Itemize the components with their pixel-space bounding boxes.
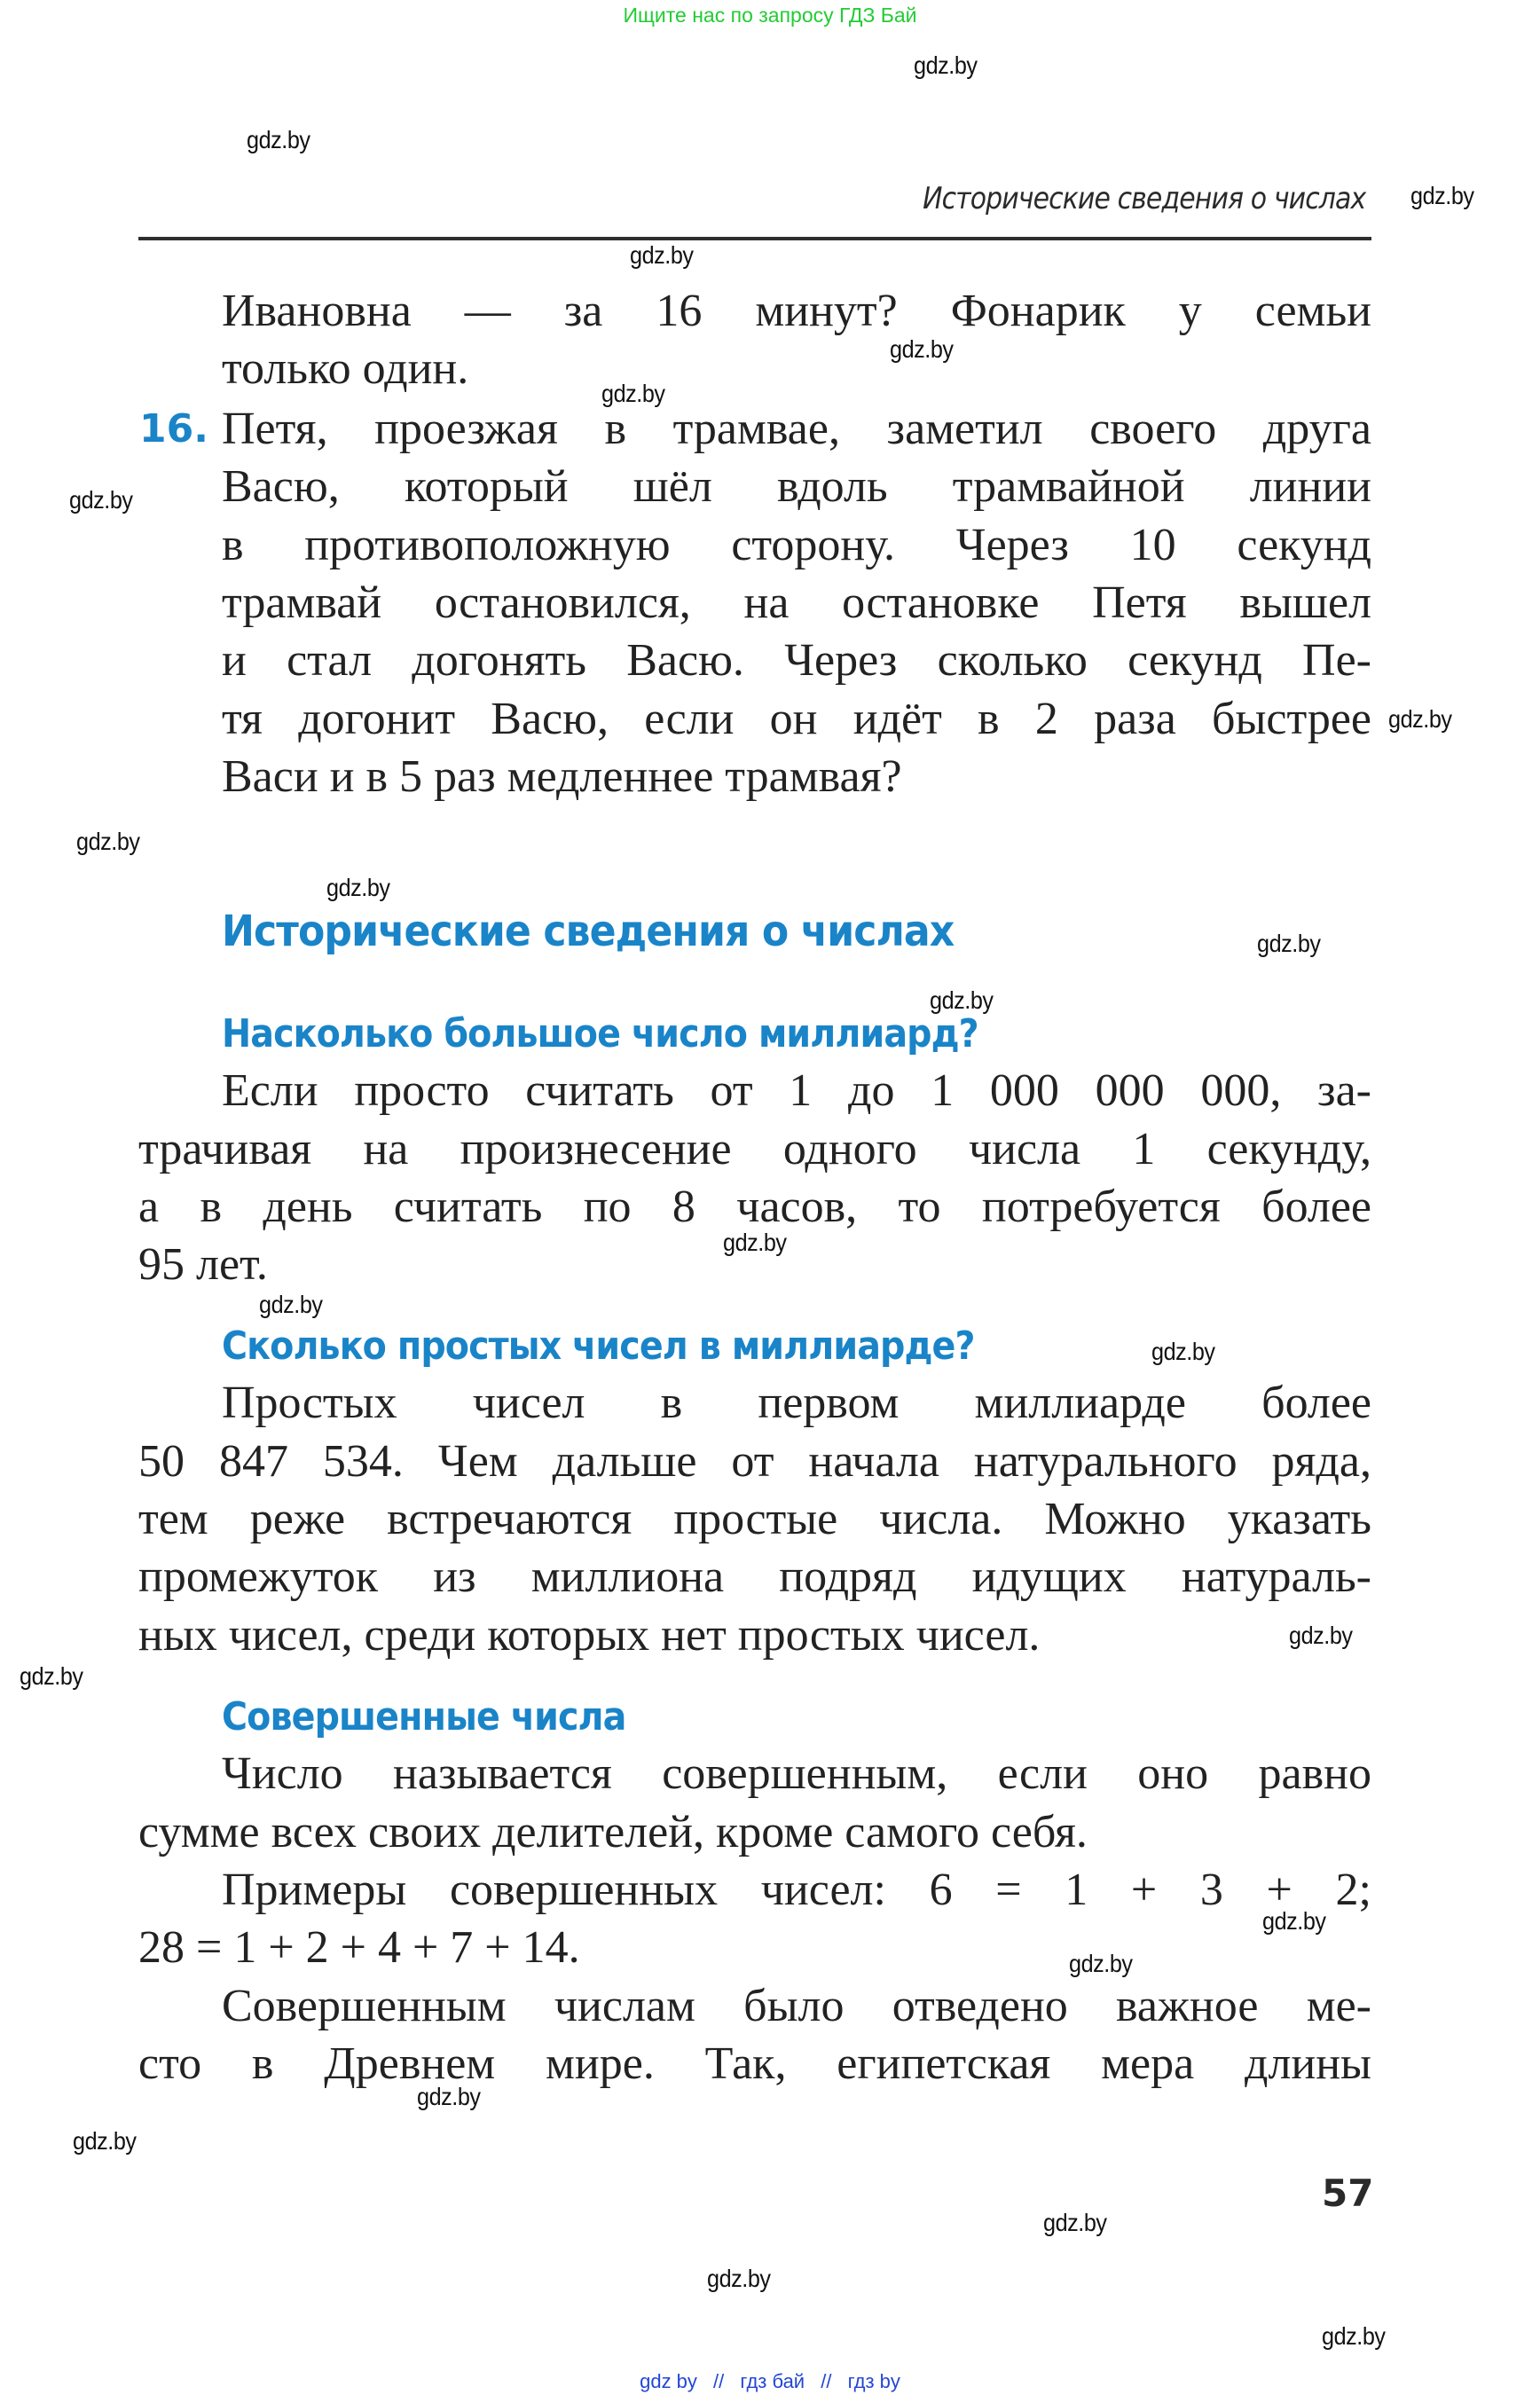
watermark-text: gdz.by xyxy=(601,380,665,407)
running-head: Исторические сведения о числах xyxy=(922,181,1365,216)
text-line: Примеры совершенных чисел: 6 = 1 + 3 + 2; xyxy=(222,1865,1371,1915)
text-line: Васи и в 5 раз медленнее трамвая? xyxy=(222,751,902,802)
watermark-text: gdz.by xyxy=(247,126,310,153)
text-line: 95 лет. xyxy=(138,1239,268,1290)
footer-link-gdz-by[interactable]: gdz by xyxy=(640,2370,697,2392)
watermark-text: gdz.by xyxy=(707,2265,771,2292)
subsection-title: Сколько простых чисел в миллиарде? xyxy=(222,1323,975,1369)
watermark-text: gdz.by xyxy=(417,2083,481,2110)
footer-separator: // xyxy=(821,2370,832,2392)
watermark-text: gdz.by xyxy=(76,828,140,855)
top-banner: Ищите нас по запросу ГДЗ Бай xyxy=(623,4,917,27)
watermark-text: gdz.by xyxy=(259,1291,323,1318)
watermark-text: gdz.by xyxy=(1322,2322,1386,2350)
watermark-text: gdz.by xyxy=(1410,182,1474,209)
text-line: сумме всех своих делителей, кроме самого себя. xyxy=(138,1807,1088,1857)
watermark-text: gdz.by xyxy=(1151,1338,1215,1365)
footer-separator: // xyxy=(713,2370,725,2392)
text-line: а в день считать по 8 часов, то потребуется более xyxy=(138,1182,1371,1232)
watermark-text: gdz.by xyxy=(630,241,694,269)
page-number: 57 xyxy=(1322,2171,1374,2215)
text-line: Васю, который шёл вдоль трамвайной линии xyxy=(222,461,1371,512)
text-line: только один. xyxy=(222,343,469,394)
footer-link-gdz-bai[interactable]: гдз бай xyxy=(740,2370,805,2392)
text-line: и стал догонять Васю. Через сколько секунд Пе- xyxy=(222,635,1371,686)
watermark-text: gdz.by xyxy=(1289,1622,1353,1649)
text-line: трамвай остановился, на остановке Петя вышел xyxy=(222,577,1371,628)
footer-link-gdz-by-cyr[interactable]: гдз by xyxy=(847,2370,900,2392)
watermark-text: gdz.by xyxy=(1257,930,1321,957)
text-line: 28 = 1 + 2 + 4 + 7 + 14. xyxy=(138,1922,580,1973)
text-line: ных чисел, среди которых нет простых чисел. xyxy=(138,1610,1041,1661)
section-title: Исторические сведения о числах xyxy=(222,907,955,956)
text-line: Совершенным числам было отведено важное ме- xyxy=(222,1981,1371,2031)
footer-links xyxy=(0,2370,1540,2393)
text-line: тем реже встречаются простые числа. Можно указать xyxy=(138,1494,1371,1544)
text-line: сто в Древнем мире. Так, египетская мера длины xyxy=(138,2038,1371,2089)
subsection-title: Насколько большое число миллиард? xyxy=(222,1011,978,1056)
text-line: Петя, проезжая в трамвае, заметил своего друга xyxy=(222,404,1371,454)
text-line: тя догонит Васю, если он идёт в 2 раза быстрее xyxy=(222,694,1371,744)
text-line: Если просто считать от 1 до 1 000 000 000, за- xyxy=(222,1065,1371,1116)
watermark-text: gdz.by xyxy=(1388,705,1452,733)
text-line: трачивая на произнесение одного числа 1 секунду, xyxy=(138,1124,1371,1174)
text-line: Ивановна — за 16 минут? Фонарик у семьи xyxy=(222,286,1371,336)
watermark-text: gdz.by xyxy=(1069,1950,1133,1977)
watermark-text: gdz.by xyxy=(1043,2209,1107,2236)
watermark-text: gdz.by xyxy=(20,1662,83,1690)
subsection-title: Совершенные числа xyxy=(222,1694,626,1739)
watermark-text: gdz.by xyxy=(914,51,978,79)
watermark-text: gdz.by xyxy=(69,486,133,514)
problem-number: 16. xyxy=(139,406,208,452)
text-line: Простых чисел в первом миллиарде более xyxy=(222,1378,1371,1428)
text-line: промежуток из миллиона подряд идущих натураль- xyxy=(138,1551,1371,1602)
watermark-text: gdz.by xyxy=(1262,1907,1326,1935)
watermark-text: gdz.by xyxy=(73,2127,137,2155)
text-line: Число называется совершенным, если оно равно xyxy=(222,1748,1371,1799)
watermark-text: gdz.by xyxy=(930,986,994,1014)
watermark-text: gdz.by xyxy=(890,335,954,363)
header-rule xyxy=(138,237,1371,240)
watermark-text: gdz.by xyxy=(326,874,390,901)
watermark-text: gdz.by xyxy=(723,1229,787,1256)
text-line: 50 847 534. Чем дальше от начала натурального ряда, xyxy=(138,1436,1371,1487)
text-line: в противоположную сторону. Через 10 секунд xyxy=(222,520,1371,570)
